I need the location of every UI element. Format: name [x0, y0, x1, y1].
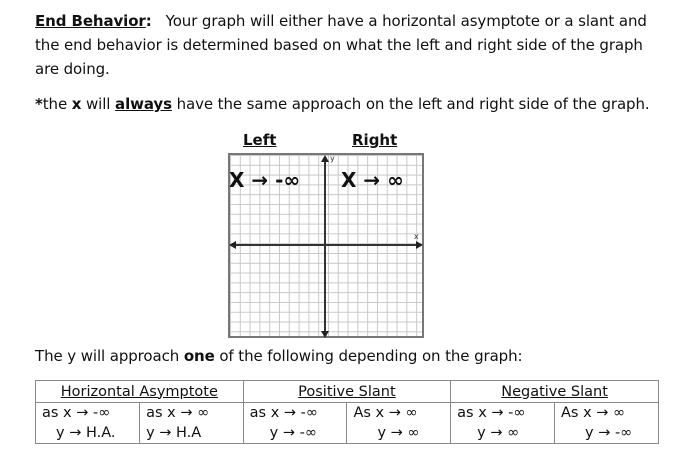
approach-text-1: The y will approach [35, 347, 184, 365]
note-always: always [115, 95, 172, 113]
table-cell [451, 403, 555, 444]
table-row [36, 403, 659, 444]
cell-x-condition: as x → -∞ [457, 405, 526, 421]
cell-y-result: y → ∞ [377, 425, 420, 441]
header-negative-slant: Negative Slant [451, 381, 659, 403]
right-label: Right [352, 131, 398, 149]
intro-line-3: are doing. [35, 60, 110, 78]
note-x: x [71, 95, 82, 113]
x-axis [231, 244, 421, 246]
table-cell [555, 403, 659, 444]
cell-x-condition: as x → -∞ [249, 405, 318, 421]
cell-y-result: y → -∞ [269, 425, 317, 441]
table-cell [36, 403, 140, 444]
note-star: * [35, 95, 43, 113]
note-line [35, 95, 650, 113]
approach-bold: one [183, 347, 215, 365]
y-axis-down-arrow-icon [321, 331, 329, 338]
header-positive-slant: Positive Slant [243, 381, 451, 403]
table-cell [347, 403, 451, 444]
header-horizontal-asymptote: Horizontal Asymptote [36, 381, 244, 403]
cell-y-result: y → H.A [146, 425, 202, 441]
note-text-2: will [81, 95, 116, 113]
end-behavior-table [35, 380, 659, 444]
cell-x-condition: as x → ∞ [146, 405, 210, 421]
note-text-3: have the same approach on the left and right side of the graph. [171, 95, 650, 113]
y-axis-up-arrow-icon [321, 155, 329, 162]
intro-line-2: the end behavior is determined based on what the left and right side of the graph [35, 36, 643, 54]
approach-sentence [35, 347, 522, 365]
cell-x-condition: As x → ∞ [561, 405, 626, 421]
left-end-expression: X → -∞ [229, 168, 301, 192]
note-text-1: the [42, 95, 72, 113]
intro-line-1 [35, 12, 647, 30]
approach-text-2: of the following depending on the graph: [214, 347, 523, 365]
cell-y-result: y → H.A. [56, 425, 116, 441]
x-axis-left-arrow-icon [229, 241, 236, 249]
intro-text-1: Your graph will either have a horizontal asymptote or a slant and [165, 12, 647, 30]
cell-x-condition: as x → -∞ [42, 405, 111, 421]
cell-x-condition: As x → ∞ [353, 405, 418, 421]
table-cell [140, 403, 244, 444]
x-axis-right-arrow-icon [416, 241, 423, 249]
right-end-expression: X → ∞ [341, 168, 404, 192]
y-axis-label: y [330, 154, 335, 163]
heading-colon: : [145, 12, 152, 30]
cell-y-result: y → ∞ [477, 425, 520, 441]
y-axis [324, 157, 326, 335]
cell-y-result: y → -∞ [585, 425, 633, 441]
table-header-row [36, 381, 659, 403]
section-heading: End Behavior [35, 12, 146, 30]
x-axis-label: x [414, 232, 419, 241]
left-label: Left [243, 131, 277, 149]
table-cell [243, 403, 347, 444]
